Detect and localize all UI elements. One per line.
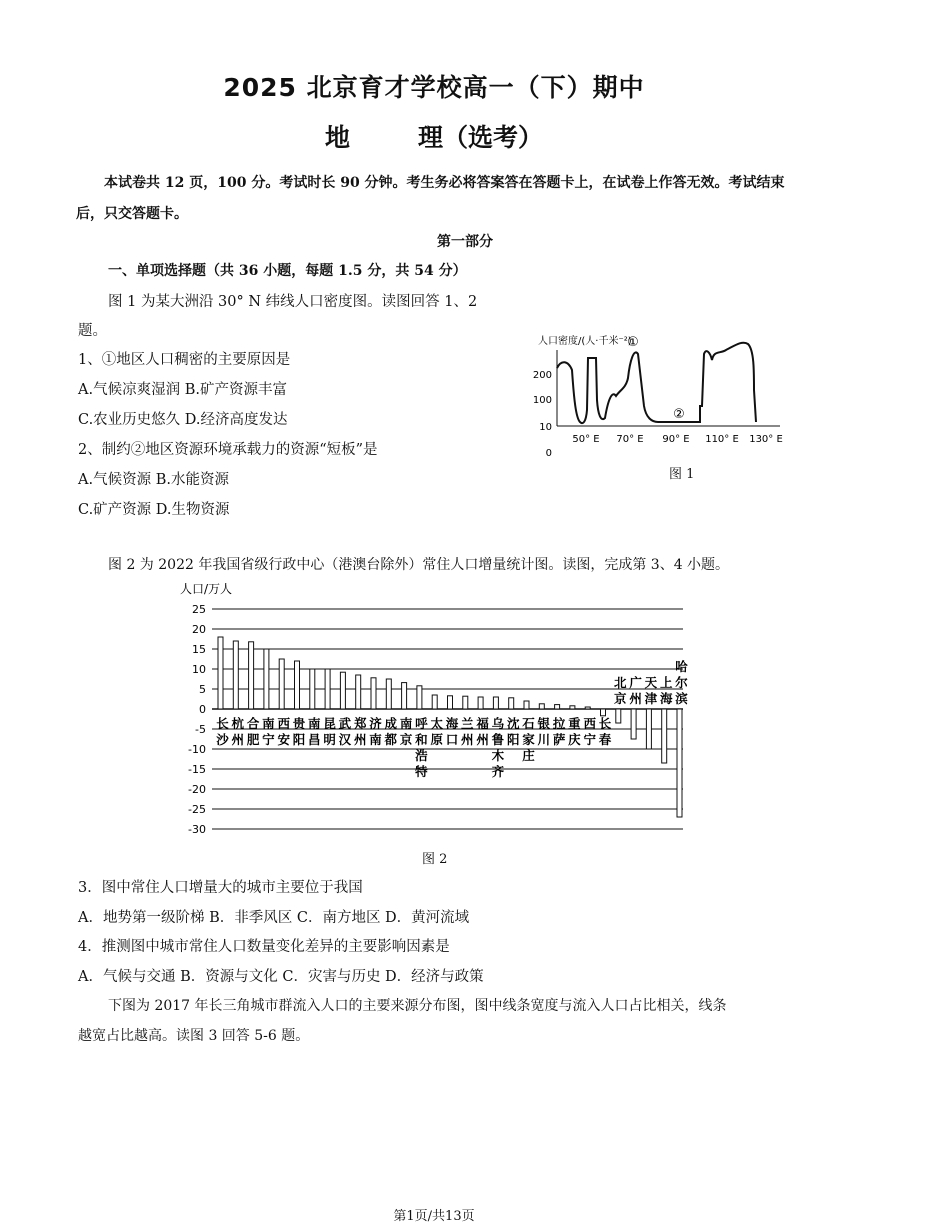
- fig2-city-label: 合肥: [246, 716, 260, 747]
- q3-options: A．地势第一级阶梯 B．非季风区 C．南方地区 D．黄河流域: [78, 910, 470, 926]
- fig2-bar: [417, 686, 422, 709]
- fig2-city-label: 天津: [644, 675, 658, 706]
- fig1-population-density-chart: [530, 330, 800, 459]
- fig2-city-label: 西安: [277, 716, 290, 747]
- fig2-bar: [616, 709, 621, 723]
- fig2-city-label: 呼和浩特: [415, 716, 428, 779]
- fig2-bar: [279, 659, 284, 709]
- fig2-ytick: -30: [188, 823, 206, 836]
- fig1-marker-2: ②: [673, 407, 685, 422]
- fig2-ytick: -15: [188, 763, 206, 776]
- fig2-ytick: 5: [199, 683, 206, 696]
- fig2-bar: [539, 704, 544, 709]
- fig2-bar: [448, 696, 453, 709]
- q4-stem: 4．推测图中城市常住人口数量变化差异的主要影响因素是: [78, 939, 450, 955]
- fig2-ytick: 15: [192, 643, 206, 656]
- fig1-caption: 图 1: [669, 467, 695, 482]
- fig2-bar: [371, 678, 376, 709]
- fig2-bar: [478, 697, 483, 709]
- q1-options-ab: A.气候凉爽湿润 B.矿产资源丰富: [78, 382, 287, 398]
- fig2-city-label: 西宁: [583, 716, 596, 747]
- fig1-ytick: 0: [545, 448, 552, 459]
- page-footer: 第1页/共13页: [393, 1209, 475, 1224]
- fig2-city-label: 郑州: [353, 716, 367, 747]
- fig2-bar: [432, 695, 437, 709]
- fig1-density-curve: [557, 343, 756, 423]
- fig2-city-label: 长沙: [216, 716, 229, 747]
- fig1-ylabel: 人口密度/(人·千米⁻²): [538, 336, 632, 347]
- fig2-bar: [631, 709, 636, 739]
- fig2-city-label: 乌鲁木齐: [491, 716, 505, 779]
- fig2-ytick: 10: [192, 663, 206, 676]
- fig2-bar: [555, 705, 560, 709]
- subject-title: [0, 118, 868, 154]
- fig2-bar: [570, 706, 575, 709]
- fig1-intro: 图 1 为某大洲沿 30° N 纬线人口密度图。读图回答 1、2: [108, 294, 478, 310]
- fig3-intro-cont: 越宽占比越高。读图 3 回答 5-6 题。: [78, 1028, 310, 1044]
- fig2-city-label: 海口: [445, 716, 459, 747]
- fig2-bar: [677, 709, 682, 817]
- fig2-bar: [233, 641, 238, 709]
- fig2-bar: [601, 709, 606, 716]
- fig2-bar: [509, 698, 514, 709]
- fig2-bar: [340, 672, 345, 709]
- q3-stem: 3．图中常住人口增量大的城市主要位于我国: [78, 880, 363, 896]
- fig2-city-label: 太原: [430, 716, 443, 747]
- fig1-intro-cont: 题。: [78, 323, 107, 339]
- fig2-bar: [249, 642, 254, 709]
- fig2-bar: [218, 637, 223, 709]
- part-title: 第一部分: [437, 234, 493, 250]
- fig2-city-label: 贵阳: [292, 716, 306, 747]
- fig2-bar: [264, 649, 269, 709]
- fig1-xtick: 130° E: [749, 434, 783, 445]
- fig3-intro: 下图为 2017 年长三角城市群流入人口的主要来源分布图，图中线条宽度与流入人口占比相关，线条: [108, 998, 727, 1014]
- fig2-bar: [524, 701, 529, 709]
- subject-part-b: 理（选考）: [418, 123, 544, 152]
- fig2-ytick: -5: [195, 723, 206, 736]
- fig2-city-label: 沈阳: [506, 716, 520, 747]
- fig2-ytick: -20: [188, 783, 206, 796]
- exam-instructions: 本试卷共 12 页，100 分。考试时长 90 分钟。考生务必将答案答在答题卡上，在试卷上作答无效。考试结束后，只交答题卡。: [76, 175, 785, 222]
- q1-options-cd: C.农业历史悠久 D.经济高度发达: [78, 412, 288, 428]
- fig2-city-label: 杭州: [231, 716, 245, 747]
- q1-stem: 1、①地区人口稠密的主要原因是: [78, 352, 291, 368]
- fig2-city-label: 成都: [384, 716, 398, 747]
- fig2-city-label: 上海: [659, 675, 673, 706]
- fig2-city-label: 南京: [399, 716, 413, 747]
- fig2-city-label: 昆明: [323, 716, 336, 747]
- q2-stem: 2、制约②地区资源环境承载力的资源“短板”是: [78, 442, 378, 458]
- fig2-bar: [310, 669, 315, 709]
- q4-options: A．气候与交通 B．资源与文化 C．灾害与历史 D．经济与政策: [78, 969, 484, 985]
- fig1-xtick: 110° E: [705, 434, 739, 445]
- fig2-city-label: 重庆: [568, 716, 581, 747]
- fig2-city-label: 北京: [614, 675, 627, 706]
- fig2-city-label: 南昌: [308, 716, 321, 747]
- fig2-city-label: 济南: [369, 716, 382, 747]
- fig2-bar: [463, 696, 468, 709]
- fig2-city-label: 哈尔滨: [675, 659, 688, 706]
- fig2-caption: 图 2: [422, 852, 448, 867]
- fig2-ytick: -25: [188, 803, 206, 816]
- fig1-ytick: 10: [539, 422, 552, 433]
- section-title: 一、单项选择题（共 36 小题，每题 1.5 分，共 54 分）: [108, 263, 467, 279]
- q2-options-ab: A.气候资源 B.水能资源: [78, 472, 229, 488]
- fig2-city-label: 广州: [629, 675, 642, 706]
- fig1-xtick: 90° E: [662, 434, 690, 445]
- fig2-city-label: 石家庄: [522, 716, 535, 763]
- fig2-bar: [493, 697, 498, 709]
- fig2-city-label: 武汉: [338, 716, 352, 747]
- page-title: 2025 北京育才学校高一（下）期中: [223, 73, 645, 102]
- fig1-xtick: 50° E: [572, 434, 600, 445]
- fig2-city-label: 南宁: [262, 716, 275, 747]
- fig1-ytick: 200: [532, 370, 552, 381]
- fig2-ytick: 0: [199, 703, 206, 716]
- fig2-bar: [646, 709, 651, 749]
- fig2-ytick: 25: [192, 603, 206, 616]
- subject-part-a: 地: [324, 123, 350, 152]
- fig2-ylabel: 人口/万人: [180, 582, 233, 596]
- fig2-bar: [386, 679, 391, 709]
- fig2-ytick: 20: [192, 623, 206, 636]
- q2-options-cd: C.矿产资源 D.生物资源: [78, 502, 230, 518]
- fig2-bar: [662, 709, 667, 763]
- fig2-city-label: 福州: [476, 716, 489, 747]
- fig2-intro: 图 2 为 2022 年我国省级行政中心（港澳台除外）常住人口增量统计图。读图，完成第 3、4 小题。: [108, 557, 730, 573]
- fig2-ytick: -10: [188, 743, 206, 756]
- fig1-xtick: 70° E: [616, 434, 644, 445]
- fig2-population-change-chart: [170, 576, 700, 838]
- fig2-bar: [325, 669, 330, 709]
- fig2-bar: [402, 683, 407, 709]
- fig2-bar: [295, 661, 300, 709]
- fig2-city-label: 长春: [598, 716, 612, 747]
- fig1-marker-1: ①: [627, 335, 639, 350]
- fig2-city-label: 银川: [537, 716, 551, 747]
- fig1-ytick: 100: [532, 395, 552, 406]
- fig2-bar: [356, 675, 361, 709]
- fig2-city-label: 拉萨: [552, 716, 566, 747]
- fig2-bar: [585, 707, 590, 709]
- fig2-city-label: 兰州: [461, 716, 474, 747]
